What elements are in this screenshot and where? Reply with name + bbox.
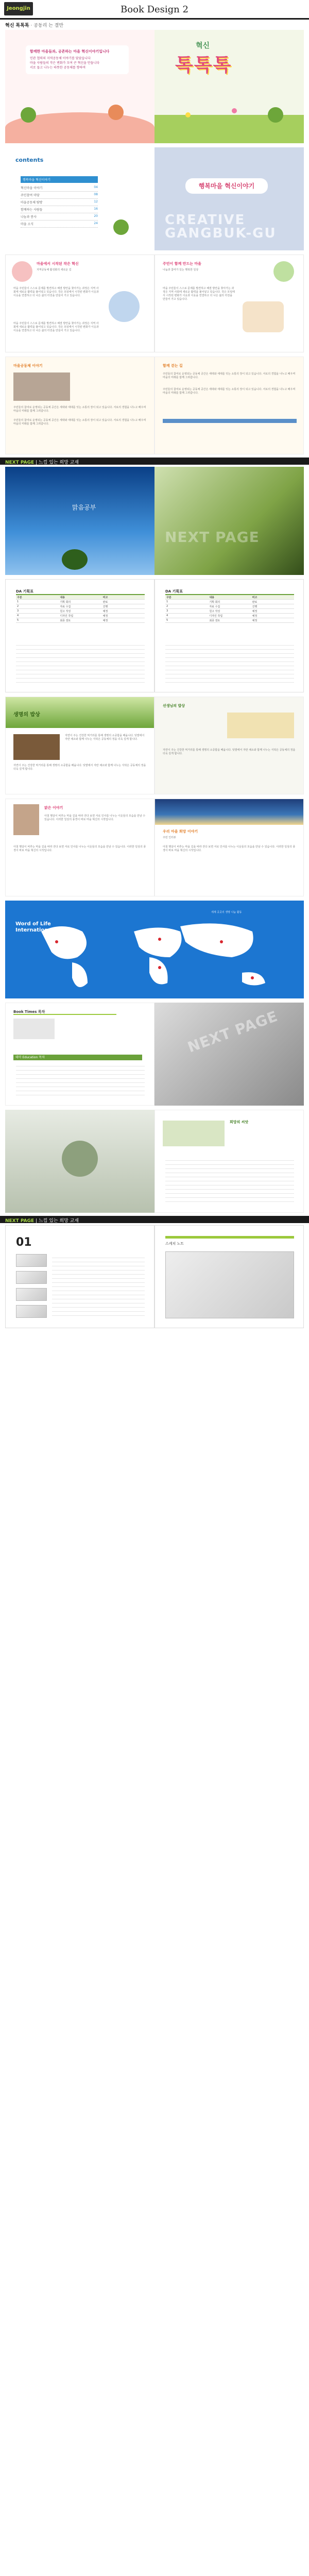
next-page-label: NEXT PAGE xyxy=(5,1218,35,1224)
spread-seed xyxy=(5,1110,304,1213)
section-title: 맑은 이야기 xyxy=(44,806,63,810)
table-row xyxy=(16,604,145,609)
table-row xyxy=(165,609,294,614)
toc-item-page: 20 xyxy=(94,214,98,218)
spread-sketch xyxy=(5,1225,304,1328)
sunset-photo xyxy=(155,799,304,825)
page-title: Book Design 2 xyxy=(121,4,188,15)
portrait-photo xyxy=(13,804,39,835)
toc-item-page: 24 xyxy=(94,222,98,225)
tree-illustration xyxy=(108,105,124,120)
article-photo xyxy=(273,261,294,282)
spread-article-2 xyxy=(5,357,304,454)
table-header-row xyxy=(165,595,294,600)
food-photo xyxy=(13,734,60,760)
ruled-grid xyxy=(165,641,294,683)
spread-left-page xyxy=(5,255,154,352)
table-cell: 2 xyxy=(166,605,168,608)
map-note: 세계 곳곳의 생명 나눔 활동 xyxy=(211,911,242,914)
location-marker xyxy=(55,940,58,943)
creative-watermark xyxy=(165,213,277,240)
spread-world-map xyxy=(5,901,304,998)
toc-item-label: 마을 소식 xyxy=(21,223,34,226)
section-title: 선생님의 밥상 xyxy=(163,704,185,708)
toc-item-page: 04 xyxy=(94,185,98,189)
table-cell: 예정 xyxy=(102,619,108,622)
map-title-line: International Map xyxy=(15,927,67,933)
next-page-watermark: NEXT PAGE xyxy=(165,529,260,546)
spread-left-page xyxy=(5,579,154,692)
sketch-canvas xyxy=(165,1251,294,1318)
article-subheading: 나눔과 참여가 있는 행복한 일상 xyxy=(163,268,199,272)
table-cell: 진행 xyxy=(252,605,258,608)
section-subtitle: 주민 인터뷰 xyxy=(163,836,176,839)
continent-shape xyxy=(180,923,253,957)
table-cell: 예정 xyxy=(252,614,258,618)
table-cell: 기획 회의 xyxy=(60,600,71,604)
toc-item-label: 나눔과 봉사 xyxy=(21,215,37,219)
ruled-grid xyxy=(16,641,145,683)
location-marker xyxy=(158,966,161,969)
article-body: 주민들의 참여로 운영되는 공동체 공간은 세대와 세대를 잇는 소통의 장이 되고 있습니다. 서로의 경험을 나누고 배우며 마을의 미래를 함께 그려갑니다. xyxy=(163,388,296,395)
spread-left-page xyxy=(5,357,154,454)
flower-illustration xyxy=(243,301,284,332)
spread-story xyxy=(5,799,304,896)
article-body: 아침 햇살이 비추는 마을 길을 따라 걷다 보면 서로 인사를 나누는 이웃들의 모습을 만날 수 있습니다. 이러한 일상의 풍경이 바로 마을 혁신의 시작입니다. xyxy=(13,845,146,852)
next-page-bar: NEXT PAGE | 느낌 있는 희망 교재 xyxy=(0,457,309,465)
table-header-cell: 비고 xyxy=(252,596,258,599)
table-cell: 2 xyxy=(17,605,19,608)
spread-left-page xyxy=(5,1003,154,1106)
article-body: 자연이 주는 건강한 먹거리를 통해 생명의 소중함을 배웁니다. 텃밭에서 자란 채소와 함께 나누는 식탁은 공동체의 정을 더욱 깊게 합니다. xyxy=(65,734,145,741)
toc-item[interactable] xyxy=(21,192,98,199)
leaf-photo xyxy=(154,467,304,575)
spread-photo xyxy=(5,467,304,575)
ruled-grid xyxy=(165,1157,294,1203)
toc-item-label: 마을공동체 탐방 xyxy=(21,201,43,205)
article-heading: 마을에서 시작된 작은 혁신 xyxy=(37,262,79,266)
table-row xyxy=(165,604,294,609)
table-cell: 완료 xyxy=(252,600,258,604)
table-cell: 1 xyxy=(17,600,19,603)
toc-item-page: 12 xyxy=(94,200,98,204)
table-cell: 자료 수집 xyxy=(60,605,71,608)
sky-photo xyxy=(5,467,154,575)
cover-subtitle: 혁신 xyxy=(196,42,210,50)
spread-left-page xyxy=(5,30,154,143)
intro-card xyxy=(26,45,129,74)
table-cell: 디자인 작업 xyxy=(209,614,223,618)
table-cell: 5 xyxy=(166,619,168,622)
sketch-thumb xyxy=(16,1305,47,1318)
table-cell: 디자인 작업 xyxy=(60,614,74,618)
photo-caption: 맑음공부 xyxy=(72,504,96,511)
table-cell: 예정 xyxy=(252,619,258,622)
section-title: 희망의 씨앗 xyxy=(230,1120,249,1124)
spread-left-page xyxy=(5,1225,154,1328)
next-page-watermark: NEXT PAGE xyxy=(185,1007,280,1056)
world-map xyxy=(5,901,304,998)
spread-right-page xyxy=(154,147,304,250)
next-page-sub: 느낌 있는 희망 교재 xyxy=(38,1218,79,1224)
table-cell: 4 xyxy=(17,614,19,617)
illustration xyxy=(227,713,294,738)
creative-line: GANGBUK-GU xyxy=(165,226,277,241)
toc-item[interactable] xyxy=(21,184,98,192)
toc-item-page: 16 xyxy=(94,207,98,211)
article-body: 주민들의 참여로 운영되는 공동체 공간은 세대와 세대를 잇는 소통의 장이 되고 있습니다. 서로의 경험을 나누고 배우며 마을의 미래를 함께 그려갑니다. xyxy=(13,419,146,426)
spread-cover xyxy=(5,30,304,143)
table-row xyxy=(16,618,145,623)
spread-right-page xyxy=(154,1003,304,1106)
next-page-sub: 느낌 있는 희망 교재 xyxy=(38,460,79,465)
accent-bar xyxy=(165,1236,294,1239)
table-cell: 최종 검토 xyxy=(60,619,71,622)
location-marker xyxy=(158,938,161,941)
map-title xyxy=(15,921,67,934)
map-title-line: Word of Life xyxy=(15,921,51,927)
section-label-title: 혁신 톡톡톡 xyxy=(5,23,29,28)
toc-item[interactable] xyxy=(21,221,98,228)
article-body: 마을 주민들이 스스로 문제를 발견하고 해결 방안을 찾아가는 과정은 지역 사회에 새로운 활력을 불어넣고 있습니다. 작은 모임에서 시작된 변화가 이웃과 이웃을 연결하고 더 나은 삶의 터전을 만들어 가고 있습니다. xyxy=(163,287,235,301)
table-cell: 예정 xyxy=(102,609,108,613)
table-row xyxy=(165,614,294,618)
continent-shape xyxy=(242,972,265,985)
toc-item-label: 주민참여 마당 xyxy=(21,194,40,197)
plant-illustration xyxy=(62,1141,98,1177)
spread-tables xyxy=(5,579,304,692)
sketch-illustration xyxy=(13,1019,55,1039)
article-heading: 주민이 함께 만드는 마을 xyxy=(163,262,201,266)
flower-icon xyxy=(232,108,237,113)
spread-left-page xyxy=(5,1110,154,1213)
spread-right-page xyxy=(154,579,304,692)
table-cell: 원고 작성 xyxy=(209,609,220,613)
table-row xyxy=(16,609,145,614)
sketch-thumb xyxy=(16,1271,47,1284)
intro-card-title: 함께한 마을들과, 공존하는 마을 혁신이야기입니다 xyxy=(30,49,110,54)
section-title: Book Times 목차 xyxy=(13,1010,116,1015)
table-row xyxy=(16,614,145,618)
flower-icon xyxy=(185,112,191,117)
article-body: 마을 주민들이 스스로 문제를 발견하고 해결 방안을 찾아가는 과정은 지역 사회에 새로운 활력을 불어넣고 있습니다. 작은 모임에서 시작된 변화가 이웃과 이웃을 연결하고 더 나은 삶의 터전을 만들어 가고 있습니다. xyxy=(13,322,99,332)
group-photo xyxy=(13,372,70,401)
article-body: 주민들의 참여로 운영되는 공동체 공간은 세대와 세대를 잇는 소통의 장이 되고 있습니다. 서로의 경험을 나누고 배우며 마을의 미래를 함께 그려갑니다. xyxy=(163,372,296,379)
spread-right-page xyxy=(154,697,304,794)
info-bar xyxy=(163,419,297,423)
sketch-thumb xyxy=(16,1254,47,1267)
article-body: 마을 주민들이 스스로 문제를 발견하고 해결 방안을 찾아가는 과정은 지역 사회에 새로운 활력을 불어넣고 있습니다. 작은 모임에서 시작된 변화가 이웃과 이웃을 연결하고 더 나은 삶의 터전을 만들어 가고 있습니다. xyxy=(13,287,99,297)
toc-item-page: 08 xyxy=(94,193,98,196)
table-cell: 4 xyxy=(166,614,168,617)
chapter-number: 01 xyxy=(16,1236,32,1249)
table-title: DA 기획표 xyxy=(165,589,294,595)
table-row xyxy=(165,600,294,604)
plan-table xyxy=(165,595,294,623)
table-cell: 원고 작성 xyxy=(60,609,71,613)
target-illustration xyxy=(109,291,140,322)
article-body: 주민들의 참여로 운영되는 공동체 공간은 세대와 세대를 잇는 소통의 장이 되고 있습니다. 서로의 경험을 나누고 배우며 마을의 미래를 함께 그려갑니다. xyxy=(13,406,146,413)
section-label: 혁신 톡톡톡 · 공동리 는 결만 xyxy=(0,20,309,30)
toc-item[interactable] xyxy=(21,199,98,206)
spread-right-page xyxy=(154,357,304,454)
tree-silhouette xyxy=(62,549,88,570)
table-cell: 예정 xyxy=(252,609,258,613)
cover-title: 톡톡톡 xyxy=(175,55,232,76)
spread-right-page xyxy=(154,255,304,352)
article-body: 아침 햇살이 비추는 마을 길을 따라 걷다 보면 서로 인사를 나누는 이웃들의 모습을 만날 수 있습니다. 이러한 일상의 풍경이 바로 마을 혁신의 시작입니다. xyxy=(44,815,146,821)
intro-line: 서로 돕고 나누는 따뜻한 공동체를 향하여 xyxy=(30,66,86,70)
table-header-cell: 내용 xyxy=(60,596,65,599)
toc-item[interactable] xyxy=(21,213,98,221)
table-cell: 최종 검토 xyxy=(209,619,220,622)
table-cell: 기획 회의 xyxy=(209,600,220,604)
intro-line: 마을 사람들의 작은 변화가 모여 큰 혁신을 만듭니다 xyxy=(30,61,100,65)
spread-article-1 xyxy=(5,255,304,352)
table-title: DA 기획표 xyxy=(16,589,145,595)
contents-heading: contents xyxy=(15,157,44,163)
section-label-sub: 공동리 는 결만 xyxy=(33,23,64,28)
tree-illustration xyxy=(268,107,283,123)
table-cell: 3 xyxy=(166,609,168,613)
article-photo xyxy=(12,261,32,282)
section-title: 생명의 밥상 xyxy=(13,712,40,718)
page-header xyxy=(0,0,309,20)
article-heading: 마을공동체 이야기 xyxy=(13,364,43,368)
spread-right-page xyxy=(154,30,304,143)
table-cell: 진행 xyxy=(102,605,108,608)
table-cell: 3 xyxy=(17,609,19,613)
sketch-thumb xyxy=(16,1288,47,1301)
toc-header: 행복마을 혁신이야기 xyxy=(21,176,98,183)
toc-item-label: 함께하는 사람들 xyxy=(21,208,43,212)
location-marker xyxy=(220,940,223,943)
list-header: 테마 Education 목차 xyxy=(13,1055,142,1060)
section-title: 우리 마을 희망 이야기 xyxy=(163,829,198,834)
spread-contents xyxy=(5,147,304,250)
article-body: 자연이 주는 건강한 먹거리를 통해 생명의 소중함을 배웁니다. 텃밭에서 자란 채소와 함께 나누는 식탁은 공동체의 정을 더욱 깊게 합니다. xyxy=(163,749,296,755)
spread-right-page xyxy=(154,1110,304,1213)
table-header-cell: 구분 xyxy=(17,596,22,599)
ruled-grid xyxy=(16,1062,145,1098)
table-header-cell: 내용 xyxy=(209,596,214,599)
spread-right-page xyxy=(154,1225,304,1328)
tree-illustration xyxy=(113,219,129,235)
spread-right-page xyxy=(154,799,304,896)
plan-table xyxy=(16,595,145,623)
toc-item-label: 혁신마을 이야기 xyxy=(21,187,43,190)
table-cell: 완료 xyxy=(102,600,108,604)
article-subheading: 지역공동체 활성화의 새로운 길 xyxy=(37,268,72,272)
location-marker xyxy=(251,976,254,979)
spread-meal xyxy=(5,697,304,794)
article-body: 자연이 주는 건강한 먹거리를 통해 생명의 소중함을 배웁니다. 텃밭에서 자란 채소와 함께 나누는 식탁은 공동체의 정을 더욱 깊게 합니다. xyxy=(13,764,146,771)
article-body: 아침 햇살이 비추는 마을 길을 따라 걷다 보면 서로 인사를 나누는 이웃들의 모습을 만날 수 있습니다. 이러한 일상의 풍경이 바로 마을 혁신의 시작입니다. xyxy=(163,845,296,852)
table-cell: 자료 수집 xyxy=(209,605,220,608)
table-cell: 1 xyxy=(166,600,168,603)
spread-left-page xyxy=(5,799,154,896)
creative-line: CREATIVE xyxy=(165,212,246,228)
table-row xyxy=(16,600,145,604)
toc-item[interactable] xyxy=(21,206,98,213)
next-page-bar: NEXT PAGE | 느낌 있는 희망 교재 xyxy=(0,1216,309,1223)
section-caption: 스케치 노트 xyxy=(165,1242,184,1246)
table-header-cell: 비고 xyxy=(102,596,108,599)
continent-shape xyxy=(134,928,182,958)
table-row xyxy=(165,618,294,623)
section-banner: 행복마을 혁신이야기 xyxy=(185,178,268,194)
table-header-row xyxy=(16,595,145,600)
tree-illustration xyxy=(21,107,36,123)
header-photo xyxy=(163,1121,225,1146)
table-of-contents xyxy=(21,176,98,228)
article-heading: 함께 걷는 길 xyxy=(163,364,183,368)
intro-line: 민관 협력의 지역공동체 이야기를 담았습니다 xyxy=(30,57,91,60)
ruled-grid xyxy=(52,1254,145,1318)
table-cell: 5 xyxy=(17,619,19,622)
table-cell: 예정 xyxy=(102,614,108,618)
spread-contents-2 xyxy=(5,1003,304,1106)
continent-shape xyxy=(149,957,168,985)
spread-left-page xyxy=(5,147,154,250)
logo-text: Jeongjin xyxy=(7,6,30,11)
continent-shape xyxy=(72,962,88,987)
next-page-label: NEXT PAGE xyxy=(5,460,35,465)
spread-left-page xyxy=(5,697,154,794)
table-header-cell: 구분 xyxy=(166,596,171,599)
